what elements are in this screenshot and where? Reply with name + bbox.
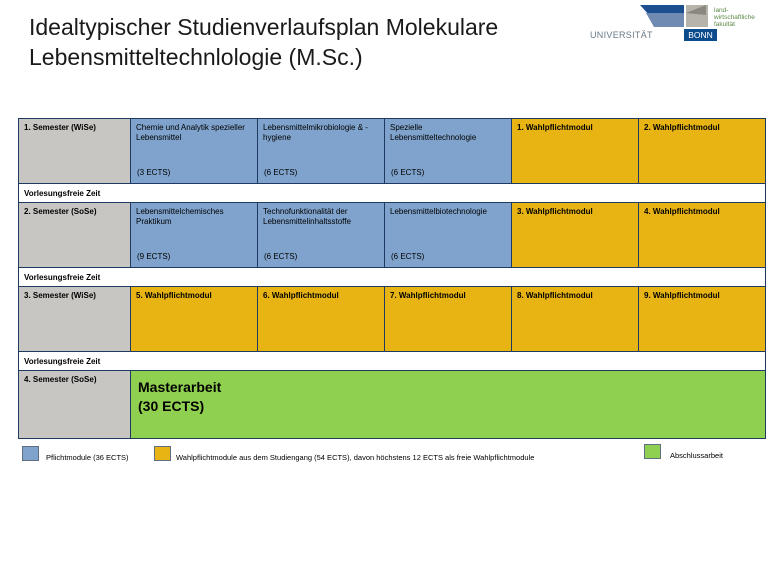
module-cell	[639, 119, 765, 183]
module-cell	[385, 287, 512, 351]
module-name: 7. Wahlpflichtmodul	[390, 291, 466, 300]
module-cell	[512, 203, 639, 267]
semester-4-row	[19, 371, 765, 438]
semester-label: 2. Semester (SoSe)	[19, 203, 131, 267]
legend-wahlpflicht-swatch	[154, 446, 171, 461]
semester-1-row	[19, 119, 765, 184]
legend-wahlpflicht-label: Wahlpflichtmodule aus dem Studiengang (54 ECTS), davon höchstens 12 ECTS als freie Wahlpflichtmodule	[176, 453, 535, 462]
module-name: Spezielle Lebensmitteltechnologie	[390, 123, 477, 142]
semester-label: 3. Semester (WiSe)	[19, 287, 131, 351]
module-ects: (3 ECTS)	[137, 168, 171, 177]
lecture-free-period-row: Vorlesungsfreie Zeit	[19, 352, 765, 371]
title-line-1: Idealtypischer Studienverlaufsplan Molekulare	[29, 14, 499, 40]
legend-pflicht-swatch	[22, 446, 39, 461]
logo-faculty-line-2: wirtschaftliche	[714, 14, 755, 21]
logo-faculty-line-1: land-	[714, 7, 729, 14]
semester-2-row	[19, 203, 765, 268]
module-name: 9. Wahlpflichtmodul	[644, 291, 720, 300]
module-cell	[385, 203, 512, 267]
module-ects: (6 ECTS)	[264, 168, 298, 177]
module-cell	[258, 287, 385, 351]
logo-faculty-line-3: fakultät	[714, 21, 735, 28]
module-cell	[512, 119, 639, 183]
lecture-free-period-row: Vorlesungsfreie Zeit	[19, 268, 765, 287]
page-title	[29, 12, 498, 72]
module-cell	[131, 287, 258, 351]
semester-label: 4. Semester (SoSe)	[19, 371, 131, 438]
module-name: 8. Wahlpflichtmodul	[517, 291, 593, 300]
module-cell	[385, 119, 512, 183]
logo-university-prefix: UNIVERSITÄT	[590, 30, 653, 40]
study-plan-table	[18, 118, 766, 439]
module-cell	[639, 287, 765, 351]
module-ects: (6 ECTS)	[391, 168, 425, 177]
university-logo	[590, 3, 760, 45]
module-name: Lebensmittelbiotechnologie	[390, 207, 487, 216]
module-ects: (9 ECTS)	[137, 252, 171, 261]
module-name: Lebensmittelmikrobiologie & -hygiene	[263, 123, 368, 142]
module-name: 5. Wahlpflichtmodul	[136, 291, 212, 300]
module-name: Lebensmittelchemisches Praktikum	[136, 207, 224, 226]
legend-abschluss-label: Abschlussarbeit	[670, 451, 723, 460]
lecture-free-period-row: Vorlesungsfreie Zeit	[19, 184, 765, 203]
module-cell	[639, 203, 765, 267]
legend-pflicht-label: Pflichtmodule (36 ECTS)	[46, 453, 129, 462]
module-name: 4. Wahlpflichtmodul	[644, 207, 720, 216]
module-cell	[258, 119, 385, 183]
master-thesis-cell	[131, 371, 765, 438]
module-name: Technofunktionalität der Lebensmittelinhaltsstoffe	[263, 207, 351, 226]
logo-faculty	[714, 7, 755, 28]
module-cell	[258, 203, 385, 267]
semester-3-row	[19, 287, 765, 352]
module-name: 2. Wahlpflichtmodul	[644, 123, 720, 132]
module-name: 3. Wahlpflichtmodul	[517, 207, 593, 216]
module-ects: (6 ECTS)	[264, 252, 298, 261]
legend-abschluss-swatch	[644, 444, 661, 459]
semester-label: 1. Semester (WiSe)	[19, 119, 131, 183]
module-name: 1. Wahlpflichtmodul	[517, 123, 593, 132]
title-line-2: Lebensmitteltechnlologie (M.Sc.)	[29, 44, 363, 70]
logo-university-name: BONN	[684, 29, 717, 41]
module-ects: (6 ECTS)	[391, 252, 425, 261]
module-name: 6. Wahlpflichtmodul	[263, 291, 339, 300]
module-cell	[131, 203, 258, 267]
master-thesis-ects: (30 ECTS)	[138, 398, 205, 414]
module-cell	[512, 287, 639, 351]
master-thesis-title: Masterarbeit	[138, 379, 222, 395]
module-cell	[131, 119, 258, 183]
module-name: Chemie und Analytik spezieller Lebensmittel	[136, 123, 245, 142]
